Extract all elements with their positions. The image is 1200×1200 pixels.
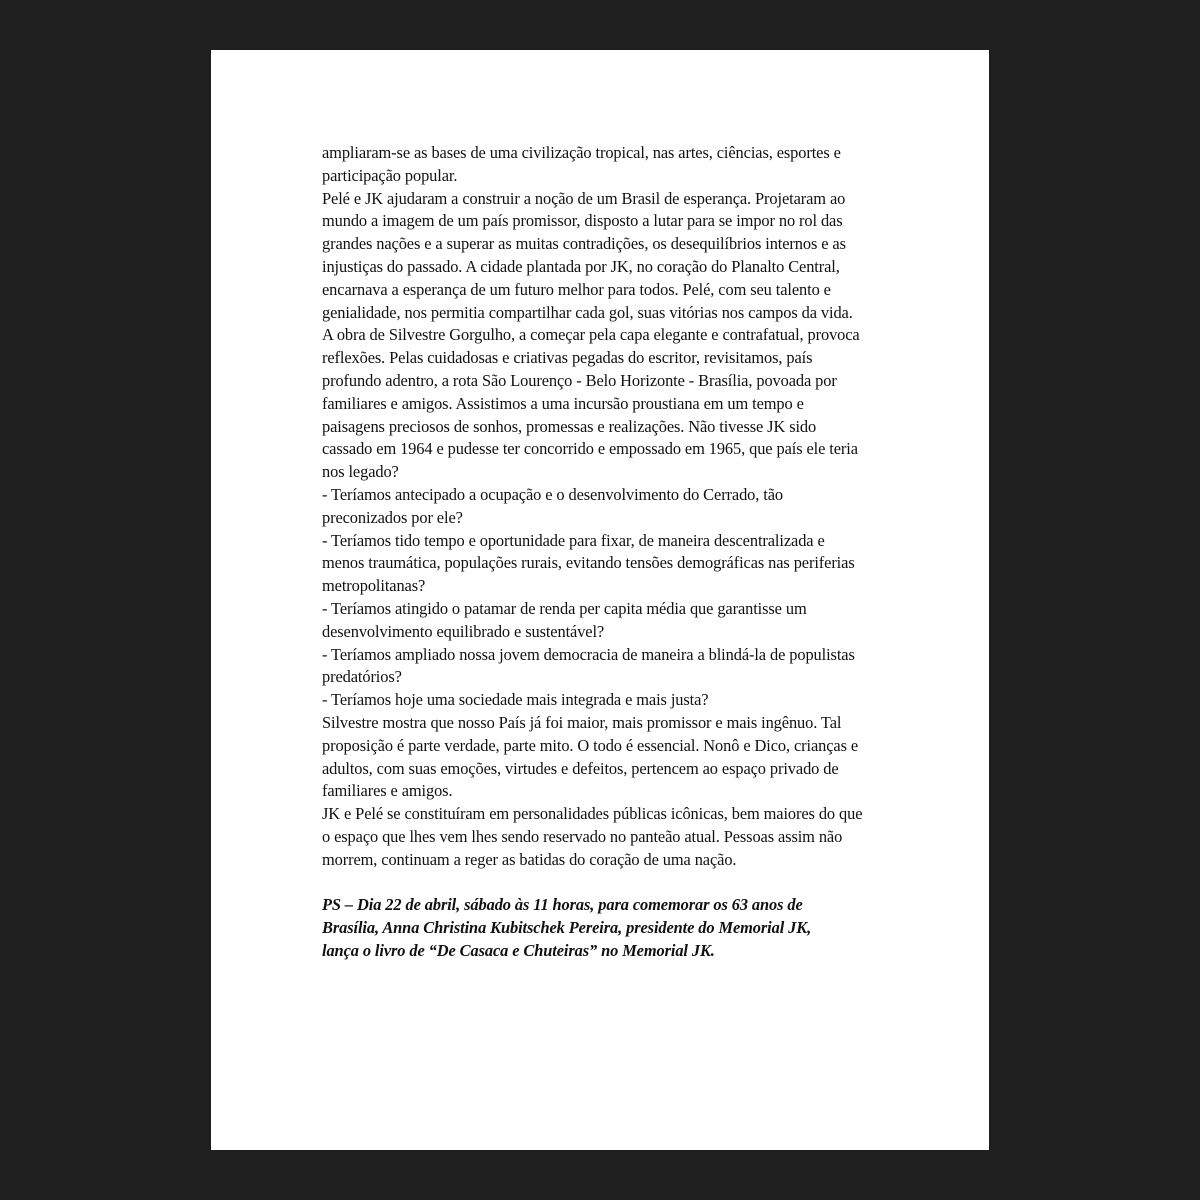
body-line: predatórios? xyxy=(322,667,402,687)
body-line: metropolitanas? xyxy=(322,576,426,596)
body-line: - Teríamos ampliado nossa jovem democracia de maneira a blindá-la de populistas xyxy=(322,644,855,664)
body-line: injustiças do passado. A cidade plantada por JK, no coração do Planalto Central, xyxy=(322,256,840,276)
body-line: encarnava a esperança de um futuro melhor para todos. Pelé, com seu talento e xyxy=(322,279,831,299)
body-line: morrem, continuam a reger as batidas do coração de uma nação. xyxy=(322,849,737,869)
postscript-line: lança o livro de “De Casaca e Chuteiras” no Memorial JK. xyxy=(322,940,715,960)
body-line: paisagens preciosos de sonhos, promessas e realizações. Não tivesse JK sido xyxy=(322,416,817,436)
body-line: - Teríamos atingido o patamar de renda per capita média que garantisse um xyxy=(322,598,807,618)
body-line: grandes nações e a superar as muitas contradições, os desequilíbrios internos e as xyxy=(322,234,846,254)
body-line: - Teríamos tido tempo e oportunidade para fixar, de maneira descentralizada e xyxy=(322,530,825,550)
body-line: ampliaram-se as bases de uma civilização tropical, nas artes, ciências, esportes e xyxy=(322,143,841,162)
body-line: A obra de Silvestre Gorgulho, a começar pela capa elegante e contrafatual, provoca xyxy=(322,325,860,345)
body-line: familiares e amigos. Assistimos a uma incursão proustiana em um tempo e xyxy=(322,393,804,413)
body-line: JK e Pelé se constituíram em personalidades públicas icônicas, bem maiores do que xyxy=(322,804,863,824)
body-line: cassado em 1964 e pudesse ter concorrido e empossado em 1965, que país ele teria xyxy=(322,439,858,459)
body-line: profundo adentro, a rota São Lourenço - Belo Horizonte - Brasília, povoada por xyxy=(322,370,837,390)
body-line: familiares e amigos. xyxy=(322,781,453,801)
body-line: Pelé e JK ajudaram a construir a noção de um Brasil de esperança. Projetaram ao xyxy=(322,188,846,208)
document-body xyxy=(322,142,902,963)
body-line: reflexões. Pelas cuidadosas e criativas pegadas do escritor, revisitamos, país xyxy=(322,348,813,368)
body-line: menos traumática, populações rurais, evitando tensões demográficas nas periferias xyxy=(322,553,855,573)
body-line: participação popular. xyxy=(322,165,458,185)
body-line: - Teríamos hoje uma sociedade mais integrada e mais justa? xyxy=(322,690,709,710)
paragraph-spacer xyxy=(322,872,902,895)
body-line: o espaço que lhes vem lhes sendo reservado no panteão atual. Pessoas assim não xyxy=(322,826,843,846)
document-page xyxy=(211,50,989,1150)
body-line: desenvolvimento equilibrado e sustentável? xyxy=(322,621,605,641)
body-line: Silvestre mostra que nosso País já foi maior, mais promissor e mais ingênuo. Tal xyxy=(322,712,842,732)
postscript-line: PS – Dia 22 de abril, sábado às 11 horas, para comemorar os 63 anos de xyxy=(322,895,803,915)
body-line: proposição é parte verdade, parte mito. O todo é essencial. Nonô e Dico, crianças e xyxy=(322,735,859,755)
postscript-line: Brasília, Anna Christina Kubitschek Pereira, presidente do Memorial JK, xyxy=(322,918,812,938)
body-line: genialidade, nos permitia compartilhar cada gol, suas vitórias nos campos da vida. xyxy=(322,302,853,322)
body-line: adultos, com suas emoções, virtudes e defeitos, pertencem ao espaço privado de xyxy=(322,758,839,778)
body-line: nos legado? xyxy=(322,462,399,482)
body-line: - Teríamos antecipado a ocupação e o desenvolvimento do Cerrado, tão xyxy=(322,484,783,504)
body-line: mundo a imagem de um país promissor, disposto a lutar para se impor no rol das xyxy=(322,211,843,231)
body-line: preconizados por ele? xyxy=(322,507,463,527)
